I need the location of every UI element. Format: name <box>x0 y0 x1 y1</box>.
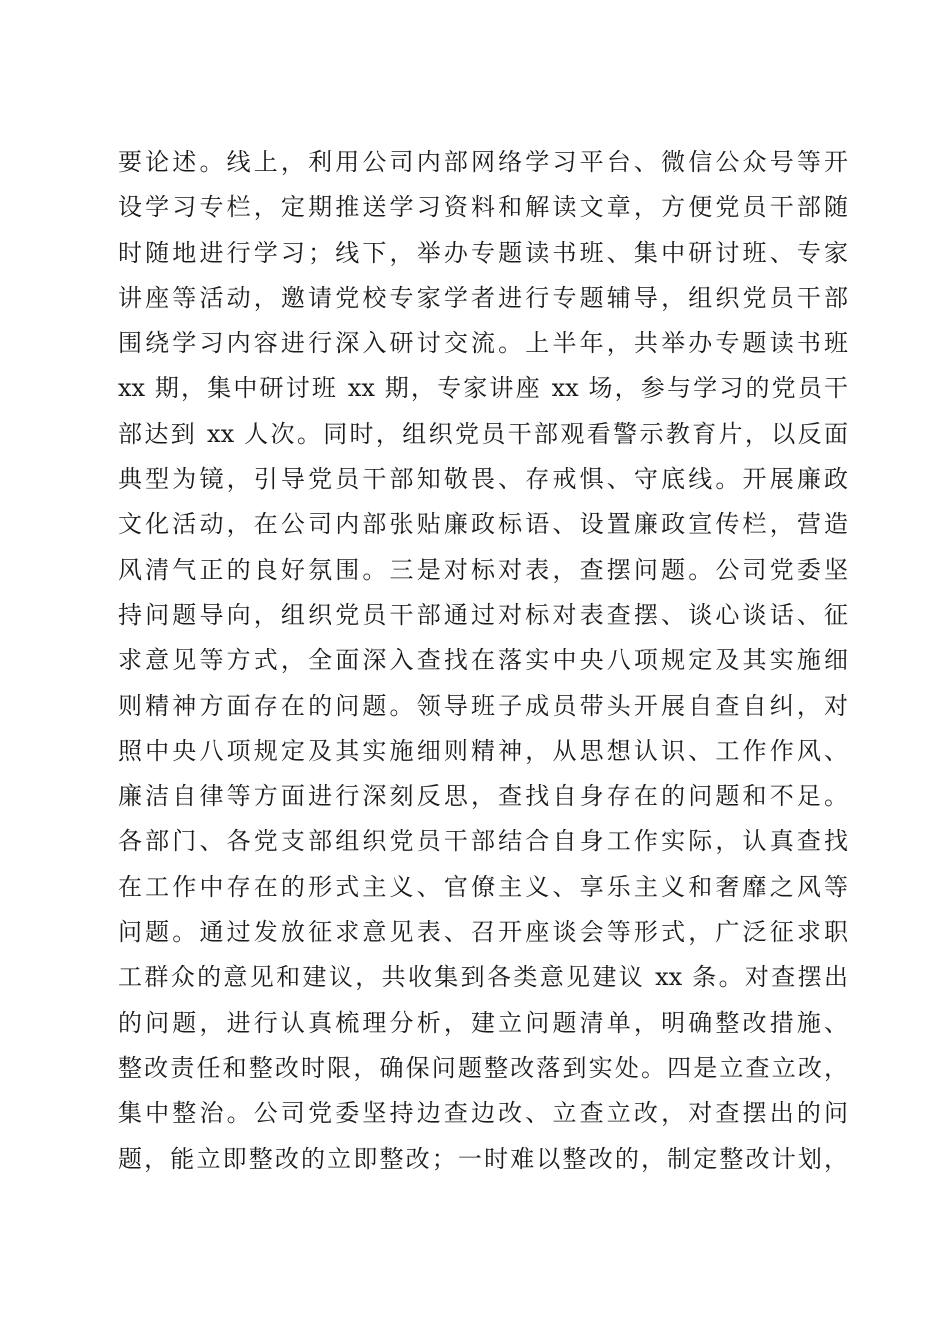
text-line: 求意见等方式，全面深入查找在落实中央八项规定及其实施细 <box>118 646 848 675</box>
body-paragraph <box>118 140 848 1182</box>
text-line: 讲座等活动，邀请党校专家学者进行专题辅导，组织党员干部 <box>118 283 848 312</box>
text-line: 持问题导向，组织党员干部通过对标对表查摆、谈心谈话、征 <box>118 600 848 629</box>
text-line: 问题。通过发放征求意见表、召开座谈会等形式，广泛征求职 <box>118 918 848 947</box>
text-line: 风清气正的良好氛围。三是对标对表，查摆问题。公司党委坚 <box>118 555 848 584</box>
text-line: 典型为镜，引导党员干部知敬畏、存戒惧、守底线。开展廉政 <box>118 465 848 494</box>
text-line: xx 期，集中研讨班 xx 期，专家讲座 xx 场，参与学习的党员干 <box>118 374 848 403</box>
text-line: 在工作中存在的形式主义、官僚主义、享乐主义和奢靡之风等 <box>118 872 848 901</box>
text-line: 的问题，进行认真梳理分析，建立问题清单，明确整改措施、 <box>118 1008 848 1037</box>
text-line: 设学习专栏，定期推送学习资料和解读文章，方便党员干部随 <box>118 193 848 222</box>
text-line: 集中整治。公司党委坚持边查边改、立查立改，对查摆出的问 <box>118 1099 848 1128</box>
text-line: 廉洁自律等方面进行深刻反思，查找自身存在的问题和不足。 <box>118 782 848 811</box>
text-line: 整改责任和整改时限，确保问题整改落到实处。四是立查立改， <box>118 1053 848 1082</box>
text-line: 文化活动，在公司内部张贴廉政标语、设置廉政宣传栏，营造 <box>118 510 848 539</box>
text-line: 时随地进行学习；线下，举办专题读书班、集中研讨班、专家 <box>118 238 848 267</box>
text-line: 工群众的意见和建议，共收集到各类意见建议 xx 条。对查摆出 <box>118 963 848 992</box>
text-line: 题，能立即整改的立即整改；一时难以整改的，制定整改计划， <box>118 1144 848 1173</box>
text-line: 各部门、各党支部组织党员干部结合自身工作实际，认真查找 <box>118 827 848 856</box>
text-line: 则精神方面存在的问题。领导班子成员带头开展自查自纠，对 <box>118 691 848 720</box>
text-line: 部达到 xx 人次。同时，组织党员干部观看警示教育片，以反面 <box>118 419 848 448</box>
text-line: 照中央八项规定及其实施细则精神，从思想认识、工作作风、 <box>118 736 848 765</box>
text-line: 围绕学习内容进行深入研讨交流。上半年，共举办专题读书班 <box>118 329 848 358</box>
text-line: 要论述。线上，利用公司内部网络学习平台、微信公众号等开 <box>118 148 848 176</box>
